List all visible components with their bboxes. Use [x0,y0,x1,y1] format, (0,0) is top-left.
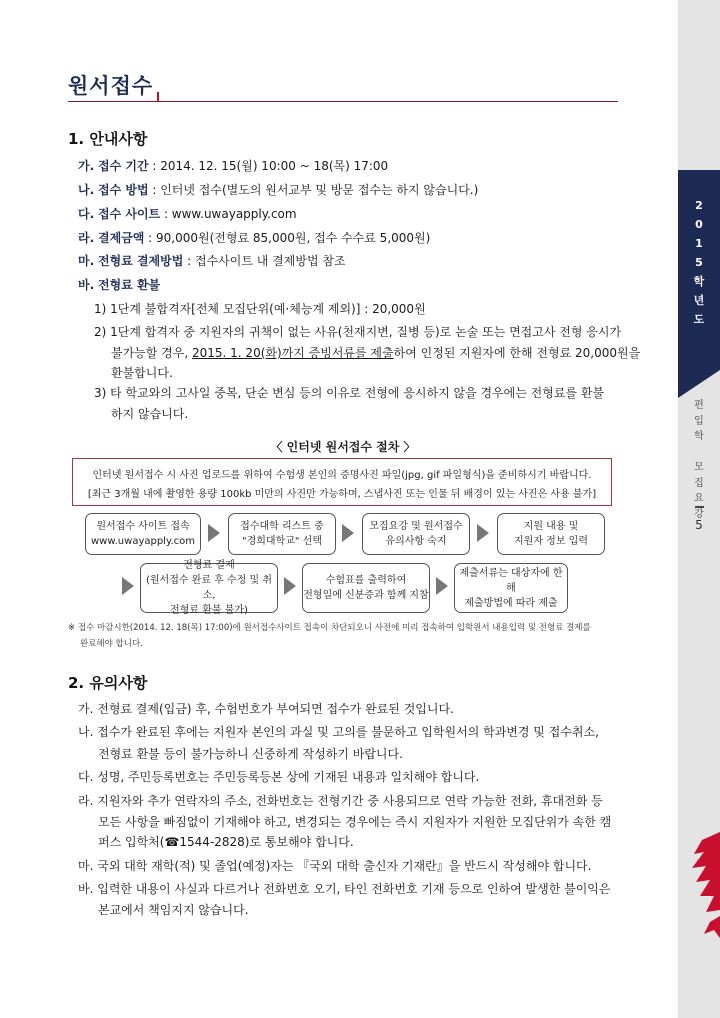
refund-item: 3) 타 학교와의 고사일 중복, 단순 변심 등의 이유로 전형에 응시하지 않을 경우에는 전형료를 환불 [94,386,605,400]
flow-step: 지원 내용 및 지원자 정보 입력 [497,513,605,555]
section-heading-info: 1. 안내사항 [68,130,148,148]
flow-arrow-icon [436,577,448,595]
flow-step: 전형료 결제 (원서접수 완료 후 수정 및 취소, 전형료 환불 불가) [140,563,278,613]
info-item: 다. 접수 사이트 : www.uwayapply.com [78,207,297,221]
flow-step: 원서접수 사이트 접속 www.uwayapply.com [85,513,201,555]
info-item: 라. 결제금액 : 90,000원(전형료 85,000원, 접수 수수료 5,000원) [78,231,431,245]
notice-line: 전형료 환불 등이 불가능하니 신중하게 작성하기 바랍니다. [98,747,403,761]
flow-step: 수험표를 출력하여 전형일에 신분증과 함께 지참 [302,563,430,613]
side-divider [695,506,704,508]
lion-logo-icon [680,830,720,940]
notice-line: 바. 입력한 내용이 사실과 다르거나 전화번호 오기, 타인 전화번호 기재 등으로 인하여 발생한 불이익은 [78,882,611,896]
info-item: 바. 전형료 환불 [78,278,161,292]
section-heading-notes: 2. 유의사항 [68,674,148,692]
procedure-title: 〈 인터넷 원서접수 절차 〉 [270,440,416,454]
category-label: 편 입 학 모 집 요 강 [694,400,704,520]
refund-item: 불가능할 경우, 2015. 1. 20(화)까지 증빙서류를 제출하여 인정된 지원자에 한해 전형료 20,000원을 [111,346,641,360]
refund-item: 2) 1단계 합격자 중 지원자의 귀책이 없는 사유(천재지변, 질병 등)로 논술 또는 면접고사 전형 응시가 [94,325,622,339]
flow-arrow-icon [477,524,489,542]
info-item: 가. 접수 기간 : 2014. 12. 15(월) 10:00 ~ 18(목) 17:00 [78,159,389,173]
refund-deadline: 2015. 1. 20(화)까지 증빙서류를 제출 [192,346,394,360]
notice-line: 다. 성명, 주민등록번호는 주민등록등본 상에 기재된 내용과 일치해야 합니다. [78,770,480,784]
photo-notice-line: [최근 3개월 내에 촬영한 용량 100kb 미만의 사진만 가능하며, 스냅사진 또는 인물 뒤 배경이 있는 사진은 사용 불가] [87,489,597,500]
flow-arrow-icon [284,577,296,595]
refund-item: 1) 1단계 불합격자[전체 모집단위(예·체능계 제외)] : 20,000원 [94,302,426,316]
title-rule [68,101,618,102]
deadline-footnote: ※ 접수 마감시한(2014. 12. 18(목) 17:00)에 원서접수사이트 접속이 차단되오니 사전에 미리 접속하여 입학원서 내용입력 및 전형료 결제를 완료해야 합니다. [68,623,591,649]
notice-line: 모든 사항을 빠짐없이 기재해야 하고, 변경되는 경우에는 즉시 지원자가 지원한 모집단위가 속한 캠 [98,815,612,829]
flow-arrow-icon [208,524,220,542]
notice-line: 나. 접수가 완료된 후에는 지원자 본인의 과실 및 고의를 불문하고 입학원서의 학과변경 및 접수취소, [78,725,599,739]
flow-step: 모집요강 및 원서접수 유의사항 숙지 [362,513,470,555]
year-label: 2 0 1 5 학 년 도 [693,199,705,326]
photo-notice-line: 인터넷 원서접수 시 사진 업로드를 위하여 수험생 본인의 증명사진 파일(jpg, gif 파일형식)을 준비하시기 바랍니다. [92,470,592,481]
info-item: 나. 접수 방법 : 인터넷 접수(별도의 원서교부 및 방문 접수는 하지 않습니다.) [78,183,479,197]
page-number: 5 [695,518,703,532]
refund-item: 환불합니다. [111,366,173,380]
notice-line: 가. 전형료 결제(입금) 후, 수험번호가 부여되면 접수가 완료된 것입니다. [78,702,454,716]
info-item: 마. 전형료 결제방법 : 접수사이트 내 결제방법 참조 [78,254,346,268]
flow-step: 제출서류는 대상자에 한해 제출방법에 따라 제출 [454,563,568,613]
page-title: 원서접수 [68,74,154,98]
flow-step: 접수대학 리스트 중 "경희대학교" 선택 [228,513,336,555]
notice-line: 퍼스 입학처(☎1544-2828)로 통보해야 합니다. [98,835,354,849]
photo-notice-box [72,458,612,506]
flow-arrow-icon [122,577,134,595]
refund-item: 하지 않습니다. [111,407,189,421]
notice-line: 마. 국외 대학 재학(적) 및 졸업(예정)자는 『국외 대학 출신자 기재란』을 반드시 작성해야 합니다. [78,859,592,873]
notice-line: 본교에서 책임지지 않습니다. [98,903,249,917]
notice-line: 라. 지원자와 추가 연락자의 주소, 전화번호는 전형기간 중 사용되므로 연락 가능한 전화, 휴대전화 등 [78,794,603,808]
flow-arrow-icon [342,524,354,542]
